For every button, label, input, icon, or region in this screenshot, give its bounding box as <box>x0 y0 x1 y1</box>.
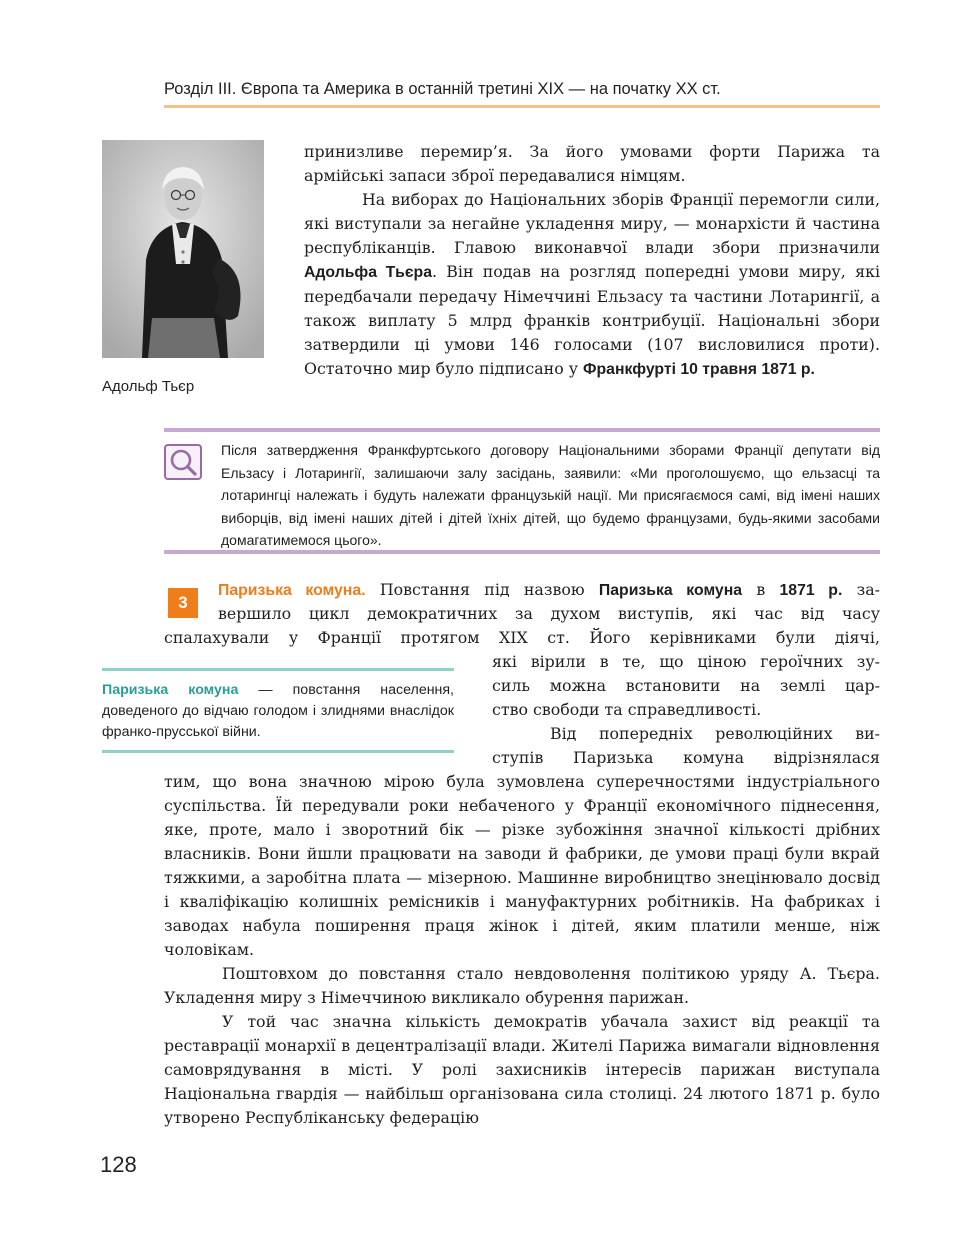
header-rule <box>164 105 880 108</box>
text-line: вершило цикл демократичних за духом виступів, які час від часу <box>218 604 880 623</box>
magnifier-icon-graphic <box>166 446 200 478</box>
portrait-illustration <box>102 140 264 358</box>
text-run: в <box>742 580 780 599</box>
magnifier-icon <box>164 444 202 480</box>
paragraph: тим, що вона значною мірою була зумовлена суперечностями індустріального суспільства. Їй передували роки небаченого у Франції економічного піднесення, яке, проте, мало і зворотний бік — різке зубожіння значної кількості дрібних власників. Вони йшли працювати на заводи й фабрики, де умови праці були вкрай тяжкими, а заробітна плата — мізерною. Машинне виробництво знецінювало досвід і кваліфікацію колишніх ремісників і мануфактурних робітників. На фабриках і заводах набула поширення праця жінок і дітей, яким платили менше, ніж чоловікам. <box>164 772 880 959</box>
page-number: 128 <box>100 1152 137 1177</box>
text-run: за- <box>842 580 880 599</box>
body-text-column <box>164 770 880 1130</box>
text-line: Від попередніх революційних ви- <box>550 724 880 743</box>
right-text-column <box>492 650 880 770</box>
portrait-caption: Адольф Тьєр <box>102 378 195 395</box>
bold-term: Франкфурті 10 травня 1871 р. <box>583 361 815 378</box>
top-text-column <box>304 140 880 382</box>
quote-top-rule <box>164 428 880 432</box>
text-line: спалахували у Франції протягом ХІХ ст. Його керівниками були діячі, <box>164 628 880 647</box>
definition-term: Паризька комуна <box>102 682 239 698</box>
text-line: ство свободи та справедливості. <box>492 700 762 719</box>
text-line: силь можна встановити на землі цар- <box>492 676 880 695</box>
text-line: ступів Паризька комуна відрізнялася <box>492 748 880 767</box>
text-run: На виборах до Національних зборів Франції перемогли сили, які виступали за негайне укладення миру, — монархісти й частина республіканців. Главою виконавчої влади збори призначили <box>304 190 880 257</box>
definition-top-rule <box>102 668 454 671</box>
paragraph: Поштовхом до повстання стало невдоволення політикою уряду А. Тьєра. Укладення миру з Німеччиною викликало обурення парижан. <box>164 964 880 1007</box>
definition-text: — повстання населення, доведеного до відчаю голодом і злиднями внаслідок франко-прусської війни. <box>102 682 454 740</box>
text-run: . Він подав на розгляд попередні умови миру, які передбачали передачу Німеччині Ельзасу та частини Лотарингії, а також виплату 5 млрд франків контрибуції. Національні збори затвердили ці умови 146 голосами (107 висловилися проти). Остаточно мир було підписано у <box>304 262 880 378</box>
portrait-photo <box>102 140 264 358</box>
page-header-title: Розділ ІІІ. Європа та Америка в останній третині ХІХ — на початку ХХ ст. <box>164 80 721 98</box>
text-line: які вірили в те, що ціною героїчних зу- <box>492 652 880 671</box>
text-line <box>164 578 880 602</box>
paragraph <box>304 188 880 382</box>
definition-box <box>102 680 454 743</box>
bold-term: 1871 р. <box>779 582 843 599</box>
text-run: Повстання під назвою <box>365 580 599 599</box>
definition-bottom-rule <box>102 750 454 753</box>
paragraph: У той час значна кількість демократів убачала захист від реакції та реставрації монархії в децентралізації влади. Жителі Парижа вимагали відновлення самоврядування в місті. У ролі захисників інтересів парижан виступала Національна гвардія — найбільш організована сила столиці. 24 лютого 1871 р. було утворено Республіканську федерацію <box>164 1012 880 1127</box>
quote-text: Після затвердження Франкфуртського договору Національними зборами Франції депутати від Ельзасу і Лотарингії, залишаючи залу засідань, заявили: «Ми проголошуємо, що ельзасці та лотарингці належать і будуть належати французькій нації. Ми присягаємося самі, від імені наших виборців, від імені наших дітей і дітей їхніх дітей, що будемо французами, будь-якими засобами домагатимемося цього». <box>221 442 880 548</box>
paragraph: принизливе перемир’я. За його умовами форти Парижа та армійські запаси зброї передавалися німцям. <box>304 142 880 185</box>
quote-bottom-rule <box>164 550 880 554</box>
section-number-badge: 3 <box>168 588 198 618</box>
section-title: Паризька комуна. <box>218 582 366 599</box>
bold-term: Адольфа Тьєра <box>304 264 432 281</box>
bold-term: Паризька комуна <box>598 582 743 599</box>
section-intro <box>164 578 880 650</box>
